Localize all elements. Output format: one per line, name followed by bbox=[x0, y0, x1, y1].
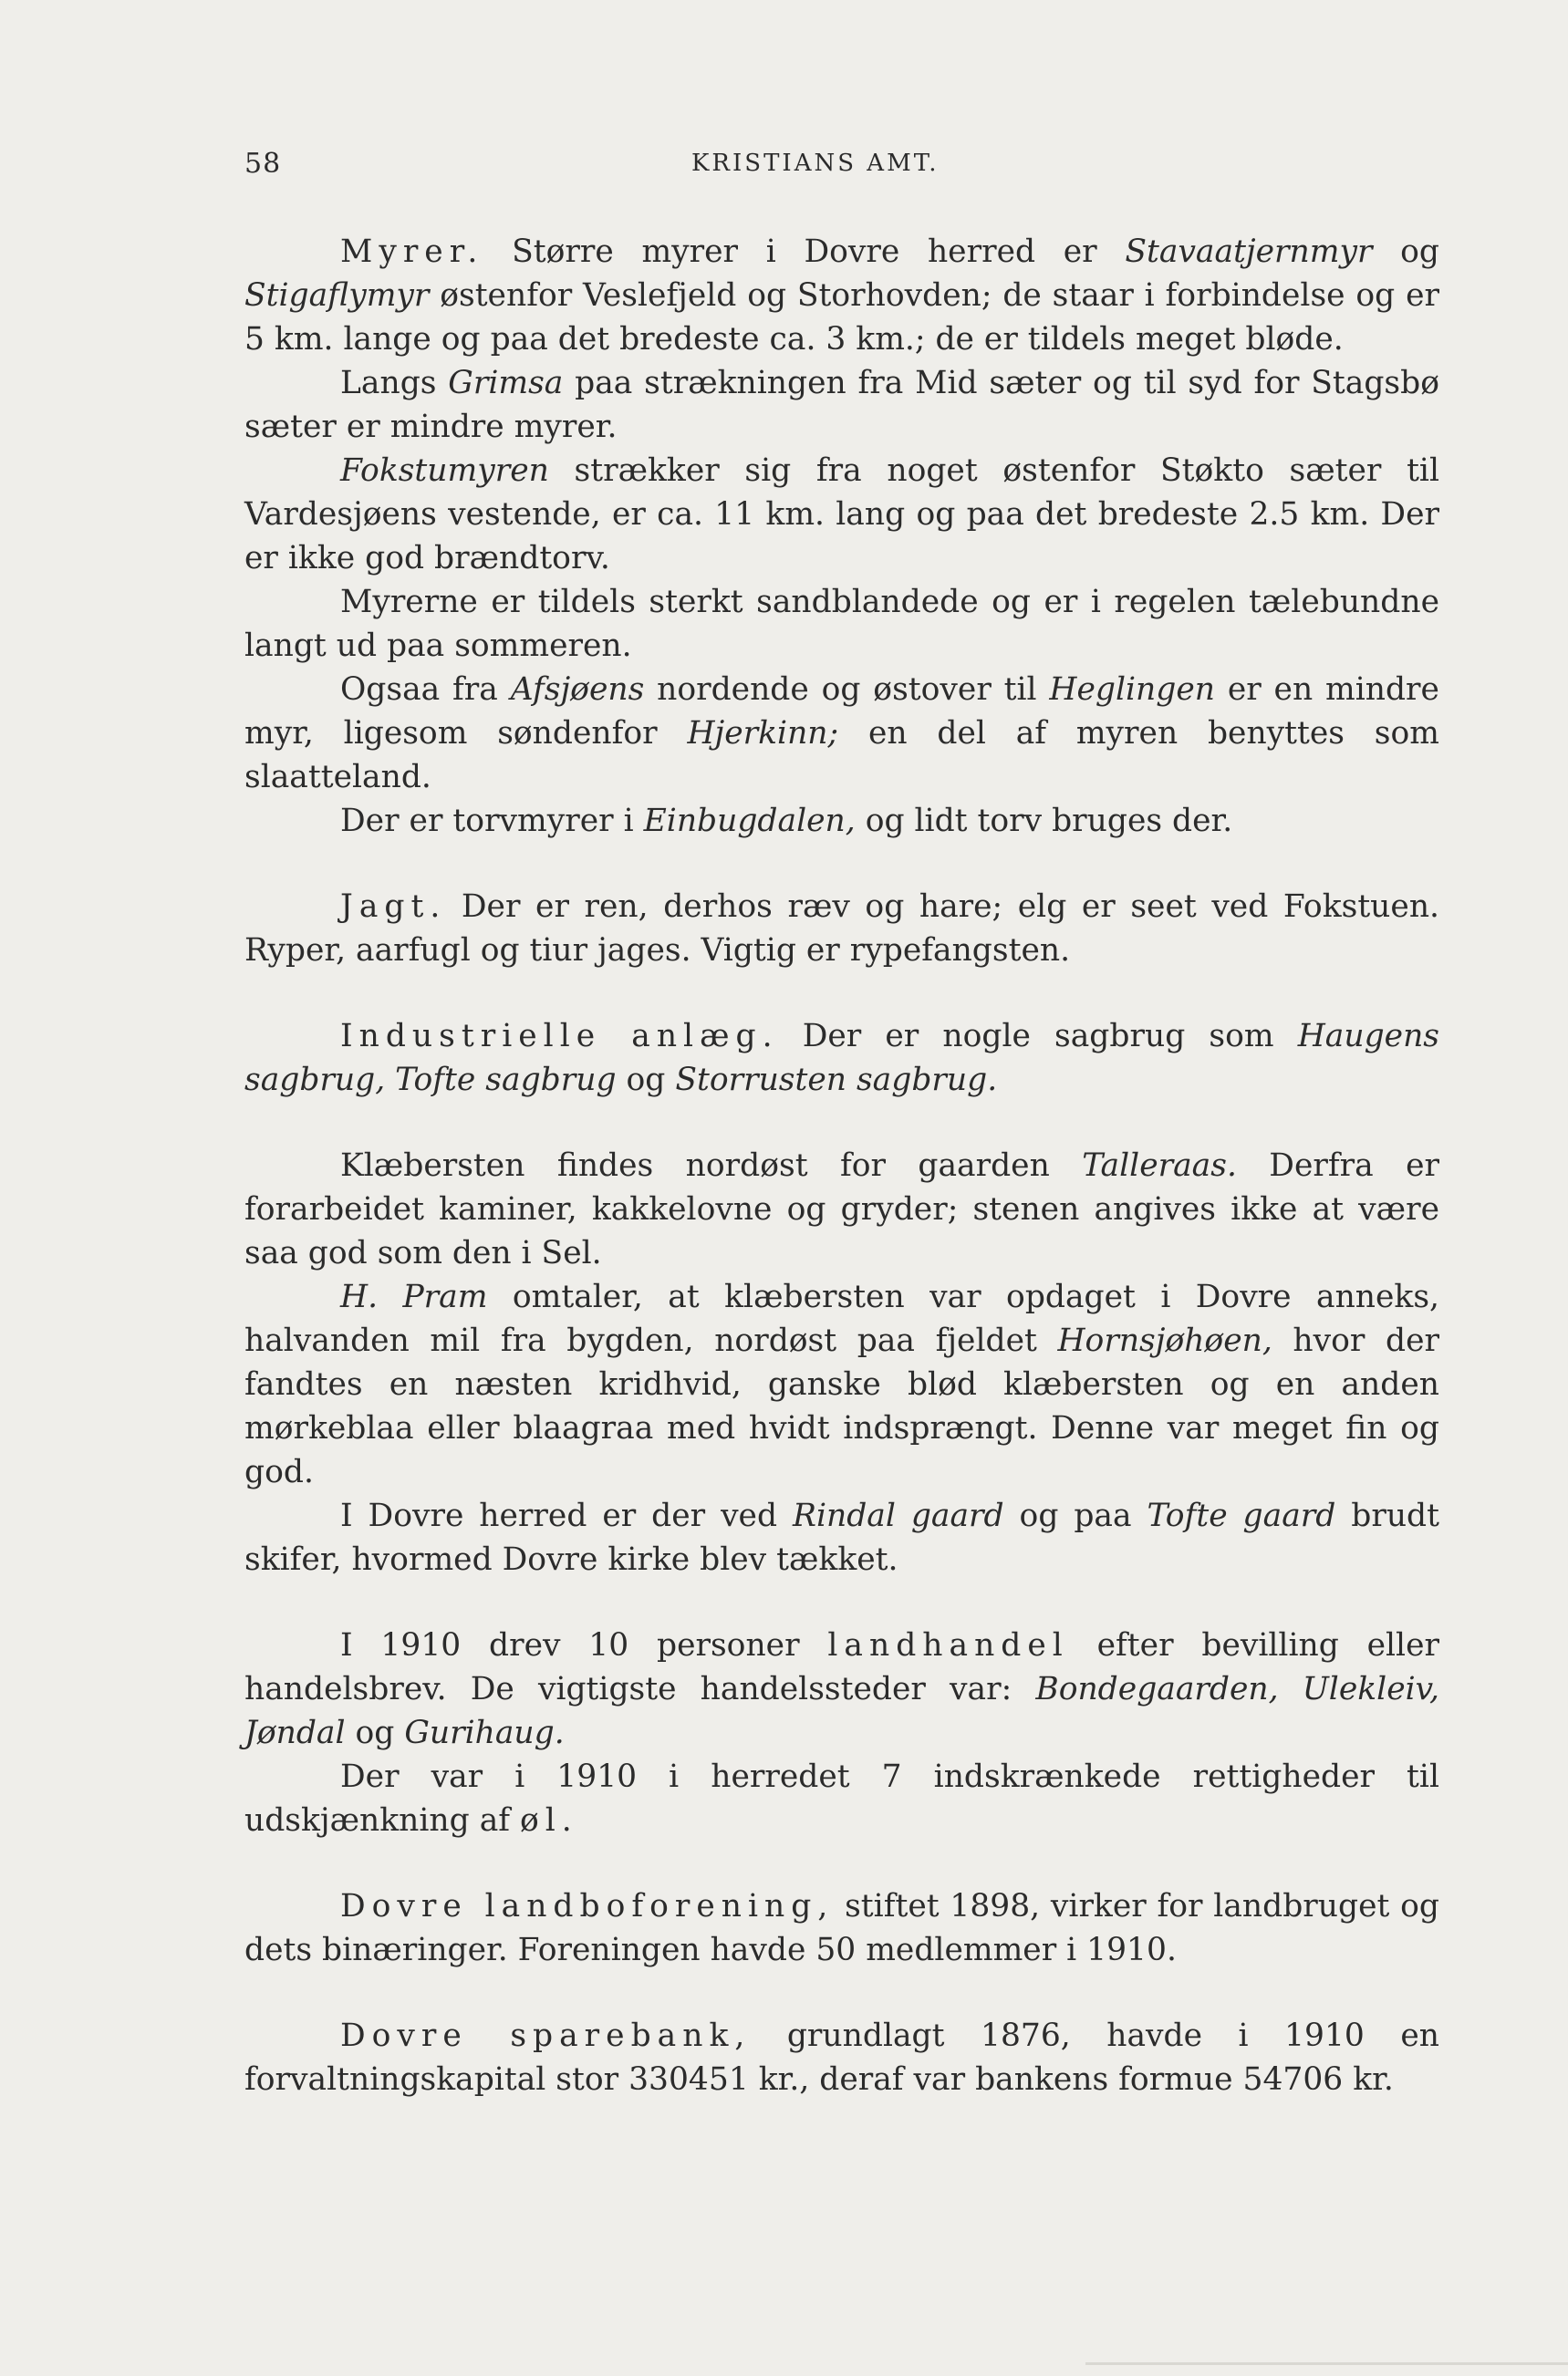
text-run: brudt skifer, hvormed Dovre kirke blev tækket. bbox=[244, 1498, 1440, 1578]
text-run: nordende og østover til bbox=[644, 671, 1050, 708]
paragraph bbox=[244, 1494, 1439, 1582]
italic-run: Tofte gaard bbox=[1147, 1498, 1336, 1534]
paragraph bbox=[244, 1624, 1439, 1755]
paragraph bbox=[244, 668, 1439, 799]
text-run: og lidt torv bruges der. bbox=[855, 803, 1233, 839]
spaced-run: Jagt. bbox=[340, 888, 447, 925]
paragraph bbox=[244, 885, 1439, 972]
text-run: Derfra er forarbeidet kaminer, kakkelovne og gryder; stenen angives ikke at være saa god som den i Sel. bbox=[244, 1147, 1440, 1271]
italic-run: Einbugdalen, bbox=[643, 803, 856, 839]
text-run: Større myrer i Dovre herred er bbox=[483, 233, 1126, 270]
text-run: grundlagt 1876, havde i 1910 en forvaltningskapital stor 330451 kr., deraf var bankens formue 54706 kr. bbox=[244, 2018, 1439, 2098]
paragraph-gap bbox=[244, 1842, 1439, 1884]
paragraph-gap bbox=[244, 1102, 1439, 1144]
spaced-run: landhandel bbox=[827, 1627, 1069, 1664]
text-run: Klæbersten findes nordøst for gaarden bbox=[340, 1147, 1083, 1184]
italic-run: Rindal gaard bbox=[792, 1498, 1004, 1534]
paragraph bbox=[244, 1755, 1439, 1842]
paragraph bbox=[244, 2014, 1439, 2101]
text-run: I 1910 drev 10 personer bbox=[340, 1627, 828, 1664]
paragraph bbox=[244, 449, 1439, 580]
text-run: Myrerne er tildels sterkt sandblandede og er i regelen tælebundne langt ud paa sommeren. bbox=[244, 584, 1439, 664]
paragraph-gap bbox=[244, 972, 1439, 1014]
text-run: og bbox=[1372, 233, 1440, 270]
text-run: Der er ren, derhos ræv og hare; elg er seet ved Fokstuen. Ryper, aarfugl og tiur jages. Vigtig er rypefangsten. bbox=[244, 888, 1439, 969]
text-run: og paa bbox=[1003, 1498, 1147, 1534]
text-run: strækker sig fra noget østenfor Støkto sæter til Vardesjøens vestende, er ca. 11 km. lang og paa det bredeste 2.5 km. Der er ikke god brændtorv. bbox=[244, 452, 1439, 576]
paragraph bbox=[244, 580, 1439, 668]
paragraph bbox=[244, 230, 1439, 361]
italic-run: Stigaflymyr bbox=[244, 277, 430, 314]
text-run: Ogsaa fra bbox=[340, 671, 511, 708]
text-run: Der var i 1910 i herredet 7 indskrænkede rettigheder til udskjænkning af bbox=[244, 1759, 1439, 1839]
italic-run: Haugens sagbrug, Tofte sagbrug bbox=[244, 1018, 1440, 1098]
text-run: en del af myren benyttes som slaatteland. bbox=[244, 715, 1439, 795]
italic-run: Bondegaarden, Ulekleiv, Jøndal bbox=[244, 1671, 1440, 1751]
text-run: og bbox=[616, 1062, 676, 1098]
italic-run: Gurihaug. bbox=[404, 1715, 565, 1751]
italic-run: Hornsjøhøen, bbox=[1057, 1323, 1272, 1359]
running-title: KRISTIANS AMT. bbox=[691, 150, 940, 177]
paragraph-gap bbox=[244, 1582, 1439, 1624]
italic-run: Grimsa bbox=[448, 365, 564, 401]
italic-run: Fokstumyren bbox=[340, 452, 549, 489]
text-run: efter bevilling eller handelsbrev. De vigtigste handelssteder var: bbox=[244, 1627, 1439, 1707]
text-run: Langs bbox=[340, 365, 449, 401]
italic-run: Hjerkinn; bbox=[687, 715, 839, 752]
paragraph-gap bbox=[244, 1972, 1439, 2014]
italic-run: Stavaatjernmyr bbox=[1125, 233, 1373, 270]
paragraph bbox=[244, 1884, 1439, 1972]
text-run: paa strækningen fra Mid sæter og til syd for Stagsbø sæter er mindre myrer. bbox=[244, 365, 1439, 445]
text-run: hvor der fandtes en næsten kridhvid, ganske blød klæbersten og en anden mørkeblaa eller blaagraa med hvidt indsprængt. Denne var meget fin og god. bbox=[244, 1323, 1439, 1490]
italic-run: Afsjøens bbox=[510, 671, 645, 708]
paragraph bbox=[244, 1014, 1439, 1102]
text-run: I Dovre herred er der ved bbox=[340, 1498, 793, 1534]
paragraph bbox=[244, 799, 1439, 843]
spaced-run: Myrer. bbox=[340, 233, 484, 270]
paragraph bbox=[244, 1275, 1439, 1494]
italic-run: H. Pram bbox=[340, 1279, 488, 1315]
spaced-run: Industrielle anlæg. bbox=[340, 1018, 779, 1054]
text-run: omtaler, at klæbersten var opdaget i Dovre anneks, halvanden mil fra bygden, nordøst paa fjeldet bbox=[244, 1279, 1439, 1359]
spaced-run: Dovre sparebank, bbox=[340, 2018, 752, 2054]
italic-run: Heglingen bbox=[1049, 671, 1215, 708]
text-run: østenfor Veslefjeld og Storhovden; de staar i forbindelse og er 5 km. lange og paa det bredeste ca. 3 km.; de er tildels meget bløde. bbox=[244, 277, 1439, 358]
italic-run: Storrusten sagbrug. bbox=[675, 1062, 998, 1098]
body-text bbox=[244, 230, 1439, 2101]
spaced-run: øl. bbox=[520, 1802, 578, 1839]
page-edge bbox=[1085, 2362, 1568, 2365]
text-run: er en mindre myr, ligesom søndenfor bbox=[244, 671, 1439, 752]
text-run: Der er nogle sagbrug som bbox=[778, 1018, 1298, 1054]
page-number: 58 bbox=[244, 148, 282, 180]
text-run: Der er torvmyrer i bbox=[340, 803, 644, 839]
paragraph-gap bbox=[244, 843, 1439, 885]
page-header bbox=[244, 148, 1439, 188]
italic-run: Talleraas. bbox=[1082, 1147, 1237, 1184]
text-run: og bbox=[345, 1715, 405, 1751]
paragraph bbox=[244, 1144, 1439, 1275]
paragraph bbox=[244, 361, 1439, 449]
spaced-run: Dovre landboforening, bbox=[340, 1888, 835, 1925]
text-run: stiftet 1898, virker for landbruget og dets binæringer. Foreningen havde 50 medlemmer i 1910. bbox=[244, 1888, 1439, 1968]
